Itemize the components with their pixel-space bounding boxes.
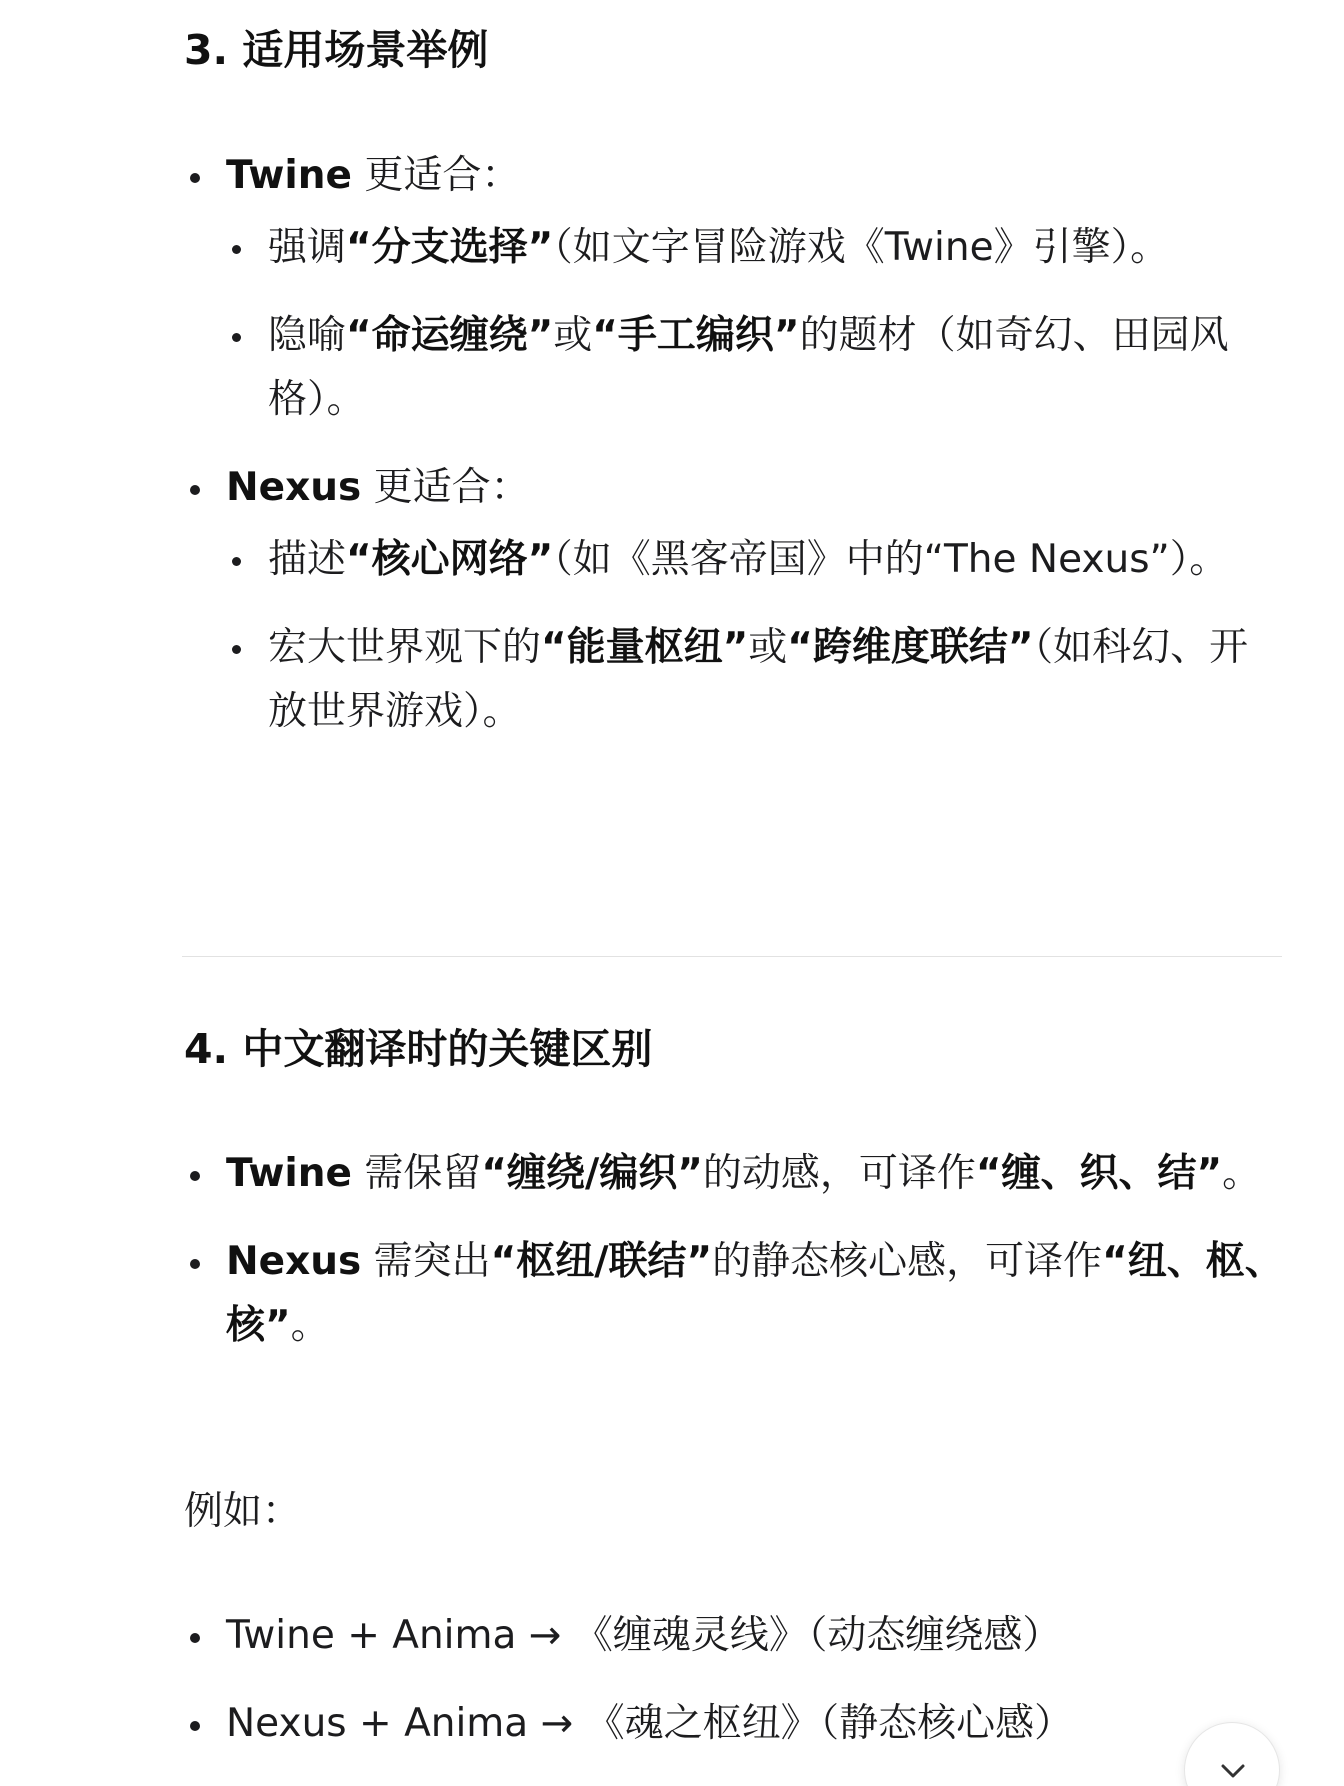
example-item: Twine + Anima → 《缠魂灵线》（动态缠绕感） [184, 1604, 1284, 1668]
sub-list-item [226, 304, 1284, 432]
section-4-heading: 4. 中文翻译时的关键区别 [184, 1025, 653, 1073]
sub-bold: “命运缠绕” [346, 313, 554, 358]
chevron-down-icon [1215, 1753, 1251, 1786]
item-bold: “缠、织、结” [975, 1151, 1223, 1196]
item-bold: “纽、枢、核” [226, 1239, 1284, 1348]
sub-list-item [226, 528, 1284, 592]
sub-text: （如《黑客帝国》中的“The Nexus”）。 [553, 537, 1229, 582]
list-item-twine [184, 144, 1284, 432]
sub-bold: “核心网络” [346, 537, 554, 582]
example-item: Nexus + Anima → 《魂之枢纽》（静态核心感） [184, 1692, 1284, 1756]
item-bold: “缠绕/编织” [481, 1151, 703, 1196]
sub-bold: “能量枢纽” [541, 625, 749, 670]
term-twine: Twine [226, 1151, 352, 1196]
item-text: 需保留 [351, 1151, 482, 1196]
item-text: 需突出 [361, 1239, 491, 1284]
sub-text: 隐喻 [268, 313, 347, 358]
section-3-list [184, 144, 1284, 768]
item-text: 。 [290, 1303, 330, 1348]
sub-text: 描述 [268, 537, 347, 582]
section-3-heading: 3. 适用场景举例 [184, 26, 489, 74]
term-nexus: Nexus [226, 465, 362, 510]
sub-text: 或 [553, 313, 593, 358]
nexus-sublist [226, 528, 1284, 744]
example-list [184, 1604, 1284, 1780]
item-text: 的动感，可译作 [702, 1151, 976, 1196]
section-4-list [184, 1142, 1284, 1382]
item-bold: “枢纽/联结” [490, 1239, 713, 1284]
example-label: 例如： [184, 1489, 302, 1534]
sub-list-item [226, 216, 1284, 280]
term-twine: Twine [226, 153, 352, 198]
item-text: 。 [1222, 1151, 1262, 1196]
sub-list-item [226, 616, 1284, 744]
term-nexus: Nexus [226, 1239, 362, 1284]
list-item [184, 1230, 1284, 1358]
sub-text: 强调 [268, 225, 347, 270]
sub-text: （如文字冒险游戏《Twine》引擎）。 [553, 225, 1170, 270]
sub-bold: “分支选择” [346, 225, 554, 270]
item-tail: 更适合： [361, 465, 530, 510]
list-item [184, 1142, 1284, 1206]
sub-text: 的题材（如奇幻、田园风格）。 [268, 313, 1229, 422]
item-tail: 更适合： [351, 153, 521, 198]
twine-sublist [226, 216, 1284, 432]
sub-text: 或 [748, 625, 788, 670]
sub-text: （如科幻、开放世界游戏）。 [268, 625, 1249, 734]
sub-bold: “跨维度联结” [787, 625, 1034, 670]
item-text: 的静态核心感，可译作 [712, 1239, 1103, 1284]
sub-bold: “手工编织” [592, 313, 800, 358]
list-item-nexus [184, 456, 1284, 744]
sub-text: 宏大世界观下的 [268, 625, 542, 670]
section-divider [182, 956, 1282, 957]
